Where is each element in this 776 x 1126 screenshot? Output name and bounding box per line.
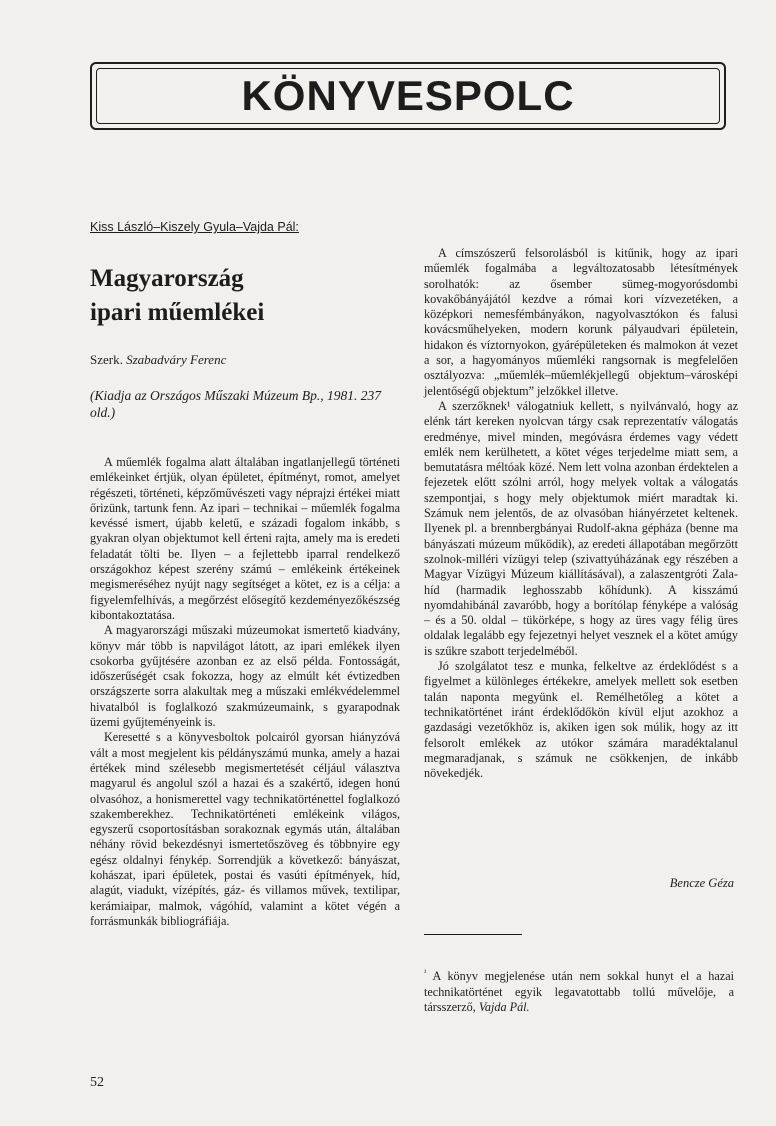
book-title <box>90 262 264 330</box>
review-signature: Bencze Géza <box>669 876 734 890</box>
left-paragraph-3: Keresetté s a könyvesboltok polcairól gyorsan hiányzóvá vált a most megjelent kis példányszámú munka, amely a hazai értékek mind szélesebb megismertetését céljául választva magyarul és angolul szól a hazai és a szakértő, idegen honú olvasóhoz, a honismerettel vagy technikatörténettel foglalkozó szakemberekhez. Technikatörténeti emlékeink világos, egyszerű csoportosításban sorakoznak egymás után, általában néhány rövid bekezdésnyi ismertetőszöveg és többnyire egy egész oldalnyi fénykép. Sorrendjük a következő: bányászat, kohászat, ipari épületek, postai és vasúti építmények, híd, alagút, viadukt, vízépítés, gáz- és villamos művek, textilipar, kerámiaipar, malmok, vágóhíd, valamint a kötet végén a forrásmunkák bibliográfiája. <box>90 730 400 928</box>
right-paragraph-3: Jó szolgálatot tesz e munka, felkeltve az érdeklődést s a figyelmet a különleges értékekre, amelyek mellett sok esetben talán naponta megyünk el. Remélhetőleg a kötet a technikatörténet iránt érdeklődőkön kívül eljut azokhoz a gazdasági vezetőkhöz is, akiken igen sok múlik, hogy az itt felsorolt emlékek az utókor számára maradéktalanul megmaradjanak, s számuk ne csökkenjen, de inkább növekedjék. <box>424 659 738 781</box>
footnote-mark: ¹ <box>424 968 427 977</box>
book-title-line-1: Magyarország <box>90 265 244 292</box>
footnote-text: A könyv megjelenése után nem sokkal hunyt el a hazai technikatörténet egyik legavatottabb tollú művelője, a társszerző, <box>424 969 734 1015</box>
section-title: KÖNYVESPOLC <box>241 72 575 119</box>
editor-prefix: Szerk. <box>90 352 123 367</box>
right-paragraph-1: A címszószerű felsorolásból is kitűnik, hogy az ipari műemlék fogalmába a legváltozatosabb létesítmények sorolhatók: az ősember sümeg-mogyorósdombi kovakőbányájától kezdve a római kori vízvezetéken, a középkori nemesfémbányákon, nagyolvasztókon és falusi kovácsműhelyeken, modern korunk pályaudvari épületein, hidakon és víztornyokon, gyárépületeken és malmokon át vezet a sor, a hagyományos műemléki rangsornak is megfelelően osztályozva: „műemlék–műemlékjellegű objektum–városképi jelentőségű objektum” jelzőkkel illetve. <box>424 246 738 398</box>
editor-name: Szabadváry Ferenc <box>126 352 227 367</box>
page-number: 52 <box>90 1075 104 1090</box>
footnote-divider <box>424 934 522 935</box>
publisher-info: (Kiadja az Országos Műszaki Múzeum Bp., 1981. 237 old.) <box>90 388 382 420</box>
book-editor <box>90 352 226 368</box>
left-column-body <box>90 455 400 929</box>
right-column-body <box>424 246 738 781</box>
footnote <box>424 965 734 1016</box>
right-paragraph-2: A szerzőknek¹ válogatniuk kellett, s nyilvánvaló, hogy az elénk tárt kereken nyolcvan tárgy csak reprezentatív válogatás eredménye, mivel minden, megóvásra érdemes vagy védett emlék nem kerülhetett, a kötet véges terjedelme miatt sem, a bemutatásra méltóak közé. Nem lett volna azonban érdektelen a fejezetek előtt szólni arról, hogy melyek voltak a válogatás szempontjai, s hogy mely objektumok miért maradtak ki. Számuk nem jelentős, de az olvasóban hiányérzetet keltenek. Ilyenek pl. a brennbergbányai Rudolf-akna gépháza (benne ma bányászati múzeum működik), az eredeti állapotában megőrzött szolnok-milléri vízügyi telep (szivattyúházának egy részében a Magyar Vízügyi Múzeum kiállításával), a zalaszentgróti Zala-híd (harmadik leghosszabb kőhídunk). A kisszámú nyomdahibánál zavaróbb, hogy a borítólap fényképe a valóság – és a 50. oldal – tükörképe, s hogy az üres vagy félig üres oldalak legalább egy fejezetnyi helyet vesznek el a kötet amúgy is szűkre szabott terjedelméből. <box>424 398 738 658</box>
section-header-box <box>90 62 726 130</box>
book-authors: Kiss László–Kiszely Gyula–Vajda Pál: <box>90 220 299 234</box>
book-title-line-2: ipari műemlékei <box>90 299 265 326</box>
left-paragraph-2: A magyarországi műszaki múzeumokat ismertető kiadvány, könyv már több is napvilágot látott, az ipari emlékek ilyen csokorba gyűjtésére azonban ez az első példa. Fontosságát, időszerűségét csak fokozza, hogy az elmúlt két évtizedben országszerte sorra alakultak meg a műszaki emlékvédelemmel hivatalból is foglalkozó szakmúzeumaink, s gyarapodnak üzemi gyűjteményeink is. <box>90 623 400 730</box>
left-paragraph-1: A műemlék fogalma alatt általában ingatlanjellegű történeti emlékeinket értjük, olyan épületet, építményt, romot, amelyet régészeti, történeti, képzőművészeti vagy néprajzi értékei miatt őrizünk, tartunk fenn. Az ipari – technikai – műemlék fogalma kevéssé ismert, újabb keletű, e századi fogalom inkább, s gyakran olyan objektumot kell érteni rajta, amely ma is eredeti feladatát tölti be. Ilyen – a fejlettebb iparral rendelkező országokhoz képest szerény számú – emlékeink értékeinek megismeréséhez nyújt nagy segítséget a kötet, ez is a célja: a figyelemfelhívás, a megőrzést elősegítő kezdeményezőkészség kibontakoztatása. <box>90 455 400 622</box>
footnote-name: Vajda Pál. <box>478 1000 530 1015</box>
